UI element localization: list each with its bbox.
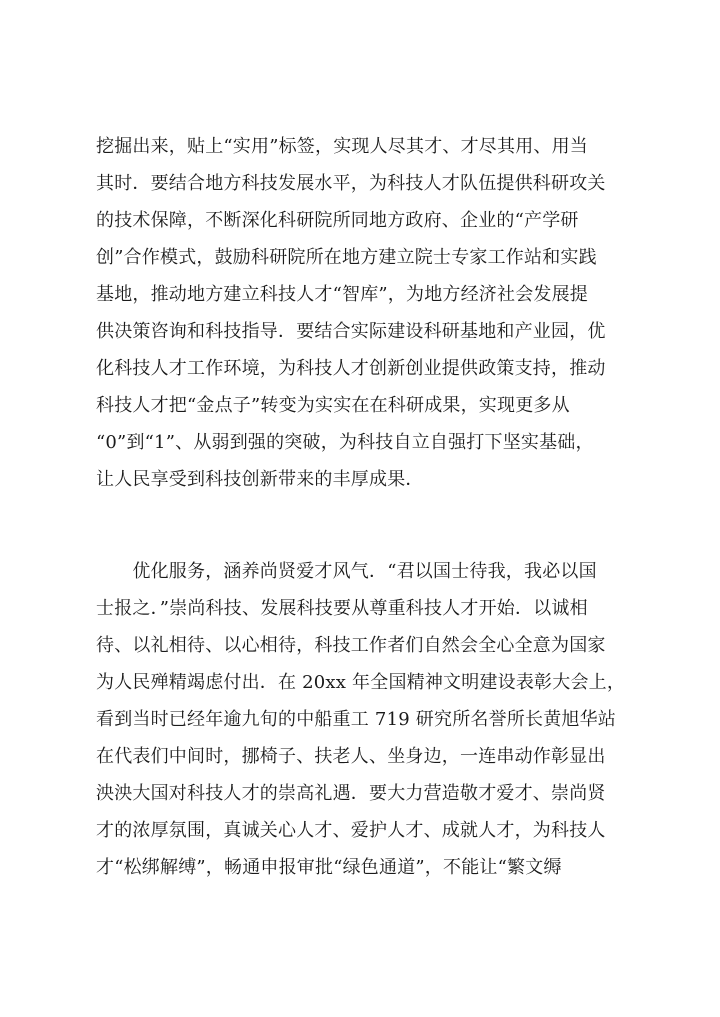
text-line: 待、以礼相待、以心相待，科技工作者们自然会全心全意为国家 [96,635,606,656]
text-line: 为人民殚精竭虑付出．在 20xx 年全国精神文明建设表彰大会上， [96,672,626,693]
text-line: “0”到“1”、从弱到强的突破，为科技自立自强打下坚实基础， [96,432,594,453]
text-line: 科技人才把“金点子”转变为实实在在科研成果，实现更多从 [96,395,570,416]
text-line: 挖掘出来，贴上“实用”标签，实现人尽其才、才尽其用、用当 [96,136,589,157]
document-body [96,128,636,886]
text-line: 化科技人才工作环境，为科技人才创新创业提供政策支持，推动 [96,358,606,379]
text-line: 的技术保障，不断深化科研院所同地方政府、企业的“产学研 [96,210,579,231]
text-line: 士报之．”崇尚科技、发展科技要从尊重科技人才开始．以诚相 [96,598,588,619]
paragraph-1 [96,128,636,498]
text-line: 其时．要结合地方科技发展水平，为科技人才队伍提供科研攻关 [96,173,606,194]
text-line: 优化服务，涵养尚贤爱才风气．“君以国士待我，我必以国 [96,561,597,582]
text-line: 泱泱大国对科技人才的崇高礼遇．要大力营造敬才爱才、崇尚贤 [96,783,606,804]
text-line: 让人民享受到科技创新带来的丰厚成果． [96,469,424,490]
text-line: 供决策咨询和科技指导．要结合实际建设科研基地和产业园，优 [96,321,606,342]
paragraph-spacer [96,498,636,553]
text-line: 基地，推动地方建立科技人才“智库”，为地方经济社会发展提 [96,284,589,305]
paragraph-2 [96,553,636,886]
text-line: 看到当时已经年逾九旬的中船重工 719 研究所名誉所长黄旭华站 [96,709,616,730]
text-line: 才的浓厚氛围，真诚关心人才、爱护人才、成就人才，为科技人 [96,820,606,841]
text-line: 在代表们中间时，挪椅子、扶老人、坐身边，一连串动作彰显出 [96,746,606,767]
text-line: 才“松绑解缚”，畅通申报审批“绿色通道”，不能让“繁文缛 [96,857,562,878]
text-line: 创”合作模式，鼓励科研院所在地方建立院士专家工作站和实践 [96,247,597,268]
